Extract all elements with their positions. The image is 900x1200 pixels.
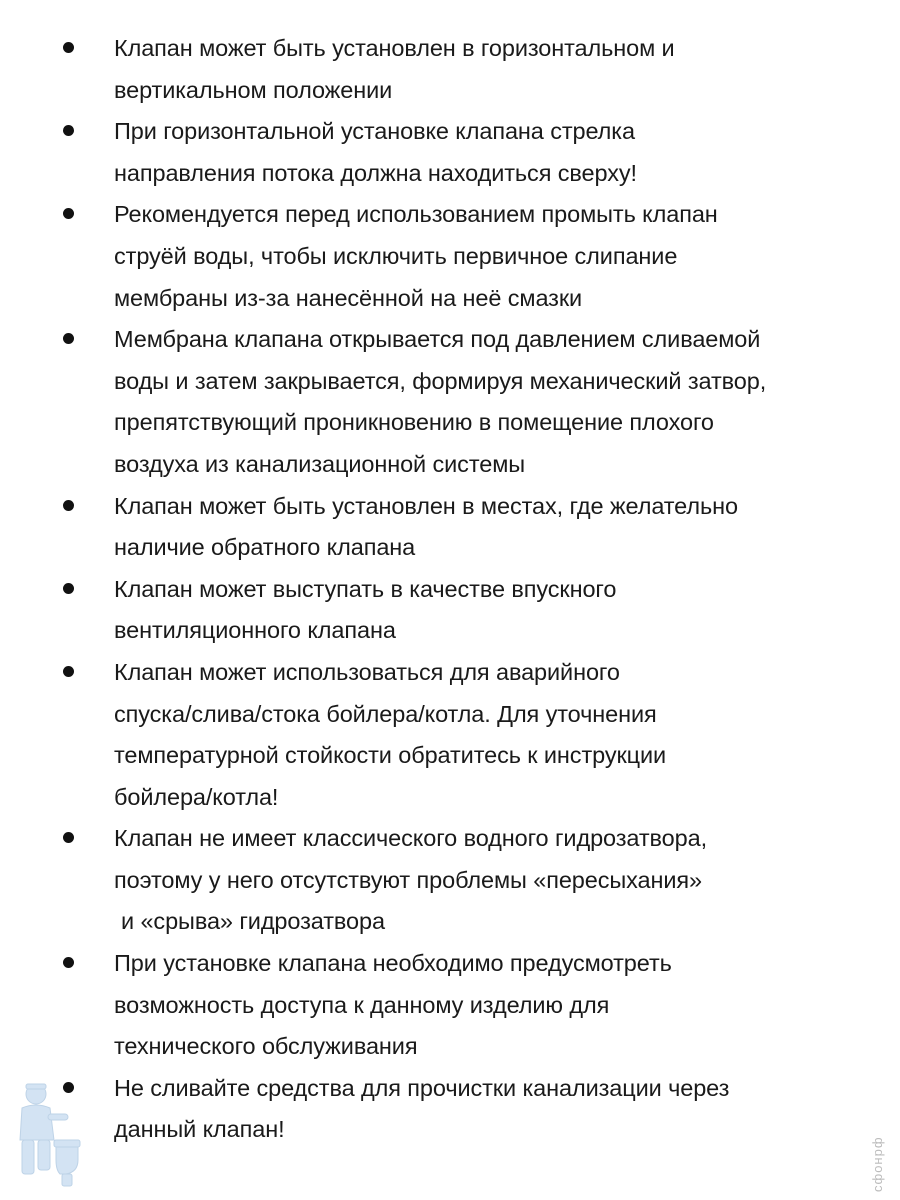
bullet-text-line: При установке клапана необходимо предусмотреть [114, 950, 672, 977]
bullet-dot-icon [63, 957, 74, 968]
bullet-text-line: Клапан не имеет классического водного гидрозатвора, [114, 825, 707, 852]
bullet-text-line: вентиляционного клапана [114, 617, 396, 644]
bullet-text-line: вертикальном положении [114, 76, 393, 103]
bullet-dot-icon [63, 42, 74, 53]
bullet-text-line: наличие обратного клапана [114, 534, 416, 561]
bullet-text-line: и «срыва» гидрозатвора [121, 908, 385, 935]
bullet-text-line: Клапан может быть установлен в горизонтальном и [114, 35, 675, 61]
bullet-text-line: поэтому у него отсутствуют проблемы «пересыхания» [114, 866, 703, 893]
bullet-text-line: При горизонтальной установке клапана стрелка [114, 118, 635, 145]
bullet-text-line: воды и затем закрывается, формируя механический затвор, [114, 367, 767, 394]
bullet-list [0, 28, 900, 1151]
bullet-item [0, 28, 900, 111]
bullet-item [0, 818, 900, 943]
bullet-item [0, 569, 900, 652]
bullet-text-line: Рекомендуется перед использованием промыть клапан [114, 201, 718, 228]
bullet-text-line: мембраны из-за нанесённой на неё смазки [114, 284, 583, 311]
bullet-item [0, 194, 900, 319]
bullet-text-line: температурной стойкости обратитесь к инструкции [114, 742, 667, 769]
bullet-text-line: Клапан может быть установлен в местах, где желательно [114, 492, 738, 519]
bullet-item [0, 486, 900, 569]
watermark-text: сфонрф [870, 1136, 885, 1192]
bullet-text-line: воздуха из канализационной системы [114, 450, 526, 477]
bullet-text-line: Клапан может использоваться для аварийного [114, 658, 620, 685]
bullet-dot-icon [63, 666, 74, 677]
bullet-text-line: технического обслуживания [114, 1033, 418, 1060]
bullet-text-line: данный клапан! [114, 1116, 285, 1143]
bullet-text-line: бойлера/котла! [114, 783, 279, 810]
bullet-text-line: возможность доступа к данному изделию для [114, 991, 610, 1018]
bullet-item [0, 652, 900, 818]
bullet-text-line: препятствующий проникновению в помещение плохого [114, 409, 714, 436]
bullet-item [0, 111, 900, 194]
bullet-item [0, 943, 900, 1068]
bullet-item [0, 319, 900, 485]
bullet-text-line: Клапан может выступать в качестве впускного [114, 575, 617, 602]
bullet-text-line: спуска/слива/стока бойлера/котла. Для уточнения [114, 700, 657, 727]
bullet-text-line: направления потока должна находиться сверху! [114, 159, 637, 186]
bullet-text-line: Мембрана клапана открывается под давлением сливаемой [114, 326, 761, 353]
bullet-text-line: Не сливайте средства для прочистки канализации через [114, 1074, 730, 1101]
plumber-mascot-icon [8, 1080, 88, 1192]
bullet-dot-icon [63, 583, 74, 594]
bullet-item [0, 1068, 900, 1151]
bullet-text-line: струёй воды, чтобы исключить первичное слипание [114, 242, 678, 269]
bullet-dot-icon [63, 500, 74, 511]
